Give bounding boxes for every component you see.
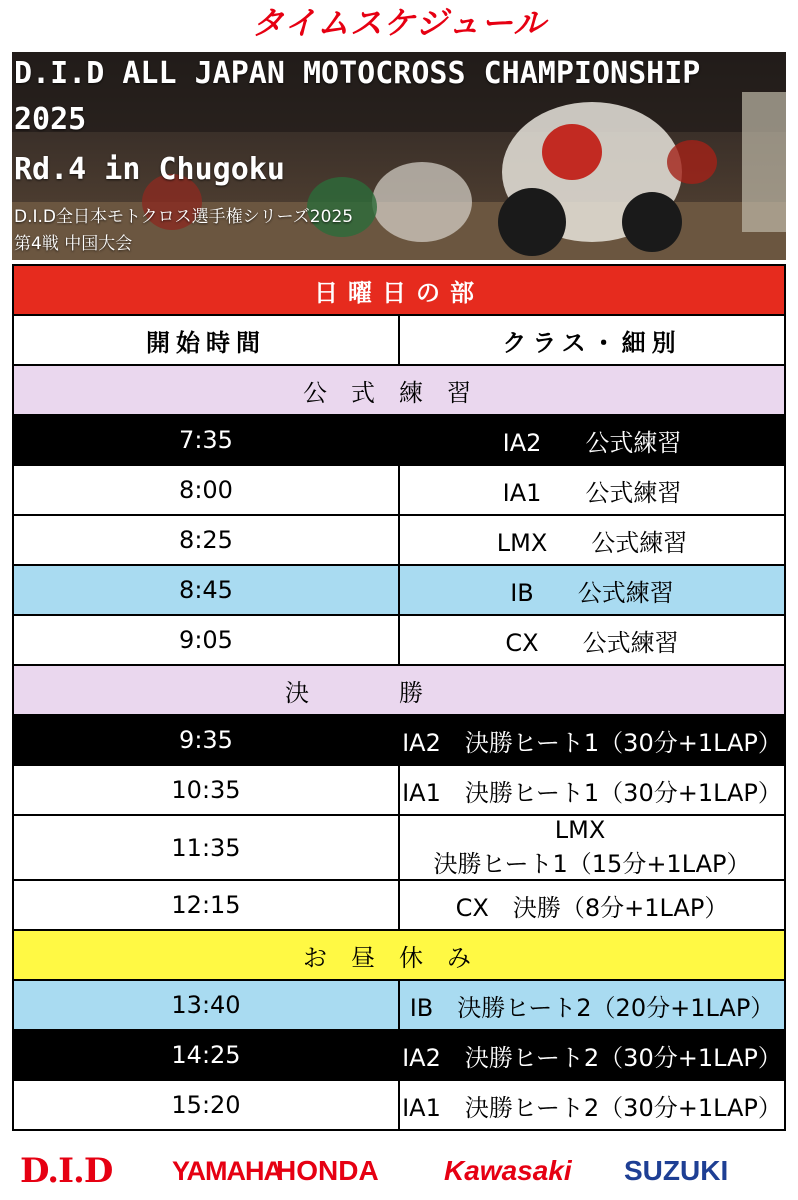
class-name: LMX (554, 816, 606, 844)
section-label: 決勝 (13, 665, 785, 715)
start-time: 15:20 (13, 1080, 399, 1130)
event-name: 決勝ヒート2（30分+1LAP） (464, 1043, 782, 1072)
class-cell (399, 815, 785, 880)
table-row (13, 980, 785, 1030)
section-label: お昼休み (13, 930, 785, 980)
table-row (13, 765, 785, 815)
event-name: 決勝ヒート1（15分+1LAP） (433, 850, 751, 878)
section-row-lunch (13, 930, 785, 980)
yamaha-logo: YAMAHA (172, 1156, 283, 1186)
class-cell (399, 515, 785, 565)
class-cell (399, 615, 785, 665)
banner-title-year: 2025 (14, 102, 87, 137)
event-name: 公式練習 (591, 528, 688, 557)
table-row (13, 715, 785, 765)
banner-round: Rd.4 in Chugoku (14, 152, 285, 187)
section-label: 公式練習 (13, 365, 785, 415)
banner-series-jp: D.I.D全日本モトクロス選手権シリーズ2025 (14, 207, 354, 227)
schedule-table (12, 264, 786, 1131)
start-time: 14:25 (13, 1030, 399, 1080)
banner-round-jp: 第4戦 中国大会 (14, 234, 133, 254)
class-name: IA2 (502, 428, 542, 457)
column-header-row (13, 315, 785, 365)
sponsor-logos (12, 1148, 786, 1194)
table-row (13, 515, 785, 565)
class-name: IB (510, 578, 534, 607)
event-name: 決勝ヒート2（30分+1LAP） (464, 1093, 782, 1122)
class-cell (399, 565, 785, 615)
class-name: CX (505, 628, 539, 657)
class-name: IA1 (402, 778, 441, 807)
class-cell (399, 465, 785, 515)
honda-logo: HONDA (276, 1155, 379, 1186)
event-name: 決勝ヒート2（20分+1LAP） (457, 993, 775, 1022)
event-name: 公式練習 (585, 478, 682, 507)
table-row (13, 465, 785, 515)
class-name: LMX (496, 528, 548, 557)
class-cell (399, 715, 785, 765)
start-time: 10:35 (13, 765, 399, 815)
event-name: 決勝（8分+1LAP） (512, 893, 729, 922)
table-row (13, 1030, 785, 1080)
class-cell (399, 1030, 785, 1080)
class-name: IA1 (402, 1093, 441, 1122)
class-name: CX (455, 893, 489, 922)
table-row (13, 880, 785, 930)
class-cell (399, 415, 785, 465)
table-row (13, 815, 785, 880)
event-name: 公式練習 (582, 628, 679, 657)
did-logo: D.I.D (20, 1151, 113, 1191)
event-name: 決勝ヒート1（30分+1LAP） (464, 778, 782, 807)
start-time: 12:15 (13, 880, 399, 930)
start-time: 11:35 (13, 815, 399, 880)
column-header-time: 開始時間 (13, 315, 399, 365)
section-row-practice (13, 365, 785, 415)
class-cell (399, 980, 785, 1030)
start-time: 9:05 (13, 615, 399, 665)
start-time: 8:45 (13, 565, 399, 615)
day-label: 日曜日の部 (13, 265, 785, 315)
table-row (13, 1080, 785, 1130)
start-time: 8:00 (13, 465, 399, 515)
class-cell (399, 765, 785, 815)
start-time: 13:40 (13, 980, 399, 1030)
table-row (13, 565, 785, 615)
day-header-row (13, 265, 785, 315)
section-row-final (13, 665, 785, 715)
class-name: IA1 (502, 478, 542, 507)
class-name: IB (409, 993, 434, 1022)
class-name: IA2 (402, 728, 441, 757)
class-name: IA2 (402, 1043, 441, 1072)
column-header-class: クラス・細別 (399, 315, 785, 365)
page-title: タイムスケジュール (251, 4, 547, 42)
start-time: 8:25 (13, 515, 399, 565)
event-name: 公式練習 (585, 428, 682, 457)
kawasaki-logo: Kawasaki (444, 1155, 572, 1186)
event-name: 公式練習 (577, 578, 674, 607)
event-banner (12, 52, 786, 260)
table-row (13, 415, 785, 465)
suzuki-logo: SUZUKI (624, 1155, 729, 1186)
start-time: 7:35 (13, 415, 399, 465)
table-row (13, 615, 785, 665)
class-cell (399, 880, 785, 930)
event-name: 決勝ヒート1（30分+1LAP） (464, 728, 782, 757)
start-time: 9:35 (13, 715, 399, 765)
banner-title-line1: D.I.D ALL JAPAN MOTOCROSS CHAMPIONSHIP (14, 56, 701, 91)
class-cell (399, 1080, 785, 1130)
